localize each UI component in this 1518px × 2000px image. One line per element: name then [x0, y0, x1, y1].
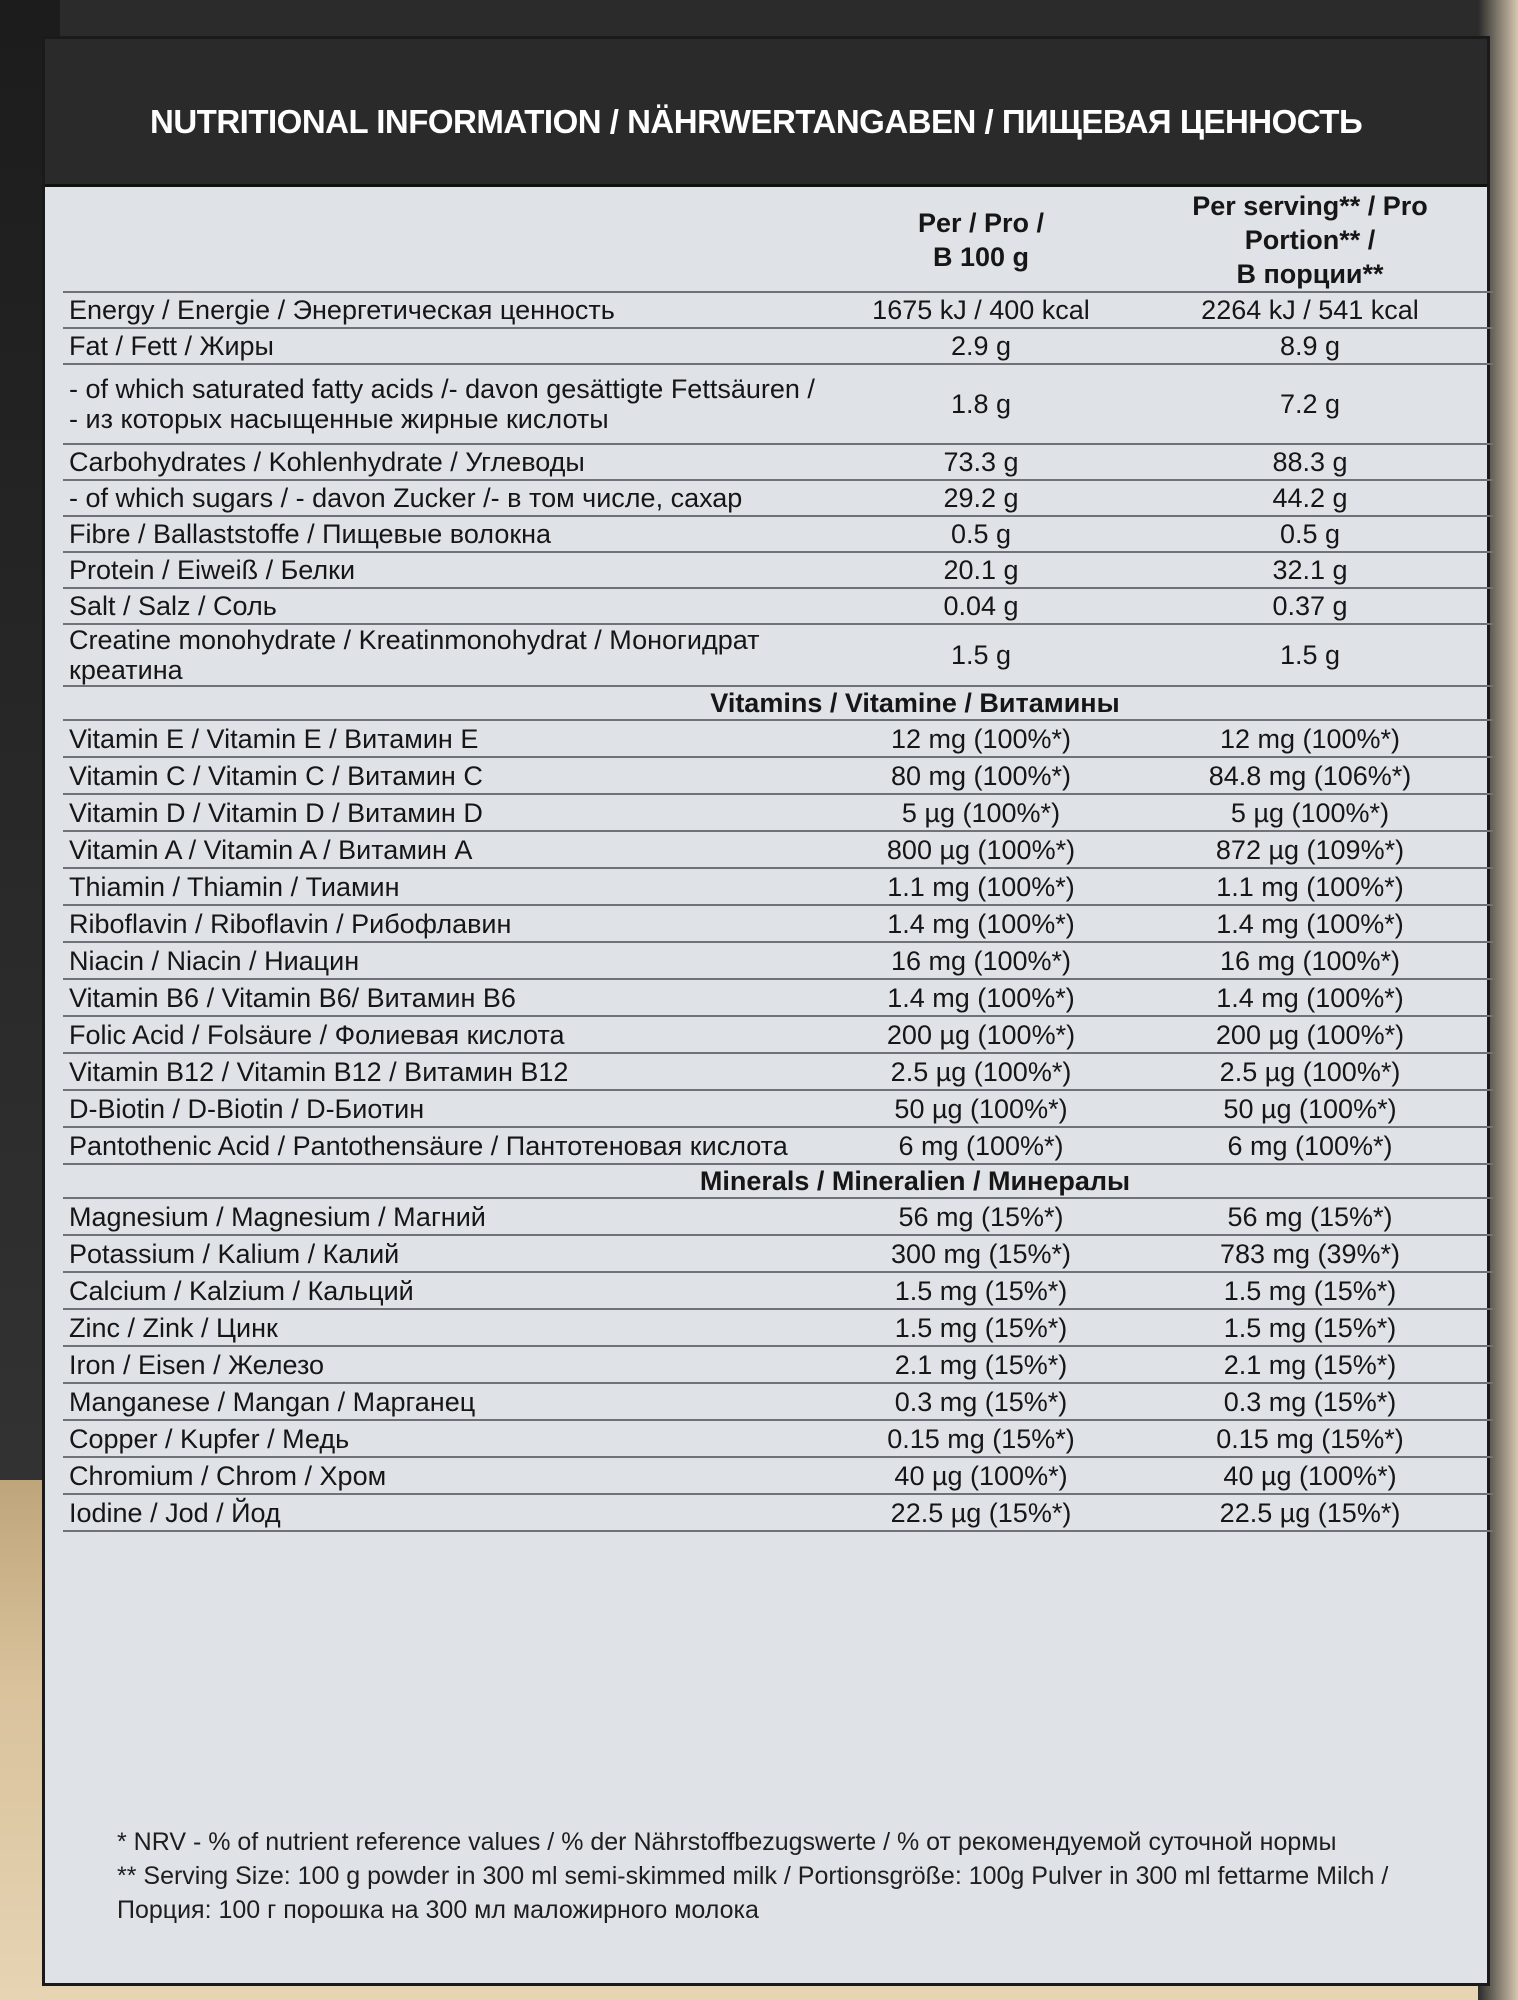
- nutrient-name: [63, 1457, 835, 1494]
- nutrient-name-text: Salt / Salz / Соль: [69, 591, 277, 621]
- nutrient-name-text: Creatine monohydrate / Kreatinmonohydrat / Моногидрат креатина: [69, 625, 760, 685]
- nutrient-name: [63, 624, 835, 686]
- value-per-serving: 50 µg (100%*): [1127, 1090, 1493, 1127]
- value-per-serving: 44.2 g: [1127, 480, 1493, 516]
- value-per-100g: 300 mg (15%*): [835, 1235, 1127, 1272]
- value-per-100g: 1.5 mg (15%*): [835, 1272, 1127, 1309]
- nutrient-name-text: Vitamin C / Vitamin C / Витамин C: [69, 760, 483, 791]
- table-row: [63, 1420, 1493, 1457]
- nutrient-name: [63, 444, 835, 480]
- vitamins-heading: Vitamins / Vitamine / Витамины: [63, 686, 1493, 720]
- table-row: [63, 1494, 1493, 1531]
- table-row: [63, 1235, 1493, 1272]
- nutrient-name: [63, 588, 835, 624]
- nutrient-name: [63, 1053, 835, 1090]
- nutrient-name: [63, 942, 835, 979]
- table-row: [63, 292, 1493, 328]
- value-per-100g: 40 µg (100%*): [835, 1457, 1127, 1494]
- value-per-serving: 5 µg (100%*): [1127, 794, 1493, 831]
- nutrient-name: [63, 868, 835, 905]
- nutrient-name-text: Iodine / Jod / Йод: [69, 1497, 281, 1528]
- nutrient-name-text: Magnesium / Magnesium / Магний: [69, 1201, 486, 1232]
- table-row: [63, 1309, 1493, 1346]
- nutrient-name: [63, 516, 835, 552]
- value-per-serving: 2.1 mg (15%*): [1127, 1346, 1493, 1383]
- nutrient-name-text: Protein / Eiweiß / Белки: [69, 555, 356, 585]
- table-row: [63, 1457, 1493, 1494]
- table-row: [63, 1127, 1493, 1164]
- value-per-serving: 12 mg (100%*): [1127, 720, 1493, 757]
- value-per-100g: 20.1 g: [835, 552, 1127, 588]
- value-per-100g: 6 mg (100%*): [835, 1127, 1127, 1164]
- header-per-100g: [835, 189, 1127, 292]
- value-per-serving: 1.1 mg (100%*): [1127, 868, 1493, 905]
- nutrient-name-text: Vitamin D / Vitamin D / Витамин D: [69, 797, 483, 828]
- value-per-serving: 0.5 g: [1127, 516, 1493, 552]
- footnote-serving-size: ** Serving Size: 100 g powder in 300 ml semi-skimmed milk / Portionsgröße: 100g Pulver in 300 ml fettarme Milch /: [117, 1862, 1389, 1890]
- nutrient-name: [63, 1127, 835, 1164]
- nutrient-name: [63, 1309, 835, 1346]
- value-per-serving: 0.15 mg (15%*): [1127, 1420, 1493, 1457]
- nutrient-name-text: Vitamin A / Vitamin A / Витамин A: [69, 834, 473, 865]
- value-per-100g: 1.5 g: [835, 624, 1127, 686]
- value-per-100g: 1675 kJ / 400 kcal: [835, 292, 1127, 328]
- nutrient-name-text: Pantothenic Acid / Pantothensäure / Пантотеновая кислота: [69, 1130, 788, 1161]
- table-row: [63, 552, 1493, 588]
- nutrient-name: [63, 364, 835, 444]
- value-per-serving: 8.9 g: [1127, 328, 1493, 364]
- minerals-heading-section: [63, 1164, 1493, 1198]
- nutrient-name-text: Fibre / Ballaststoffe / Пищевые волокна: [69, 519, 552, 549]
- value-per-serving: 84.8 mg (106%*): [1127, 757, 1493, 794]
- table-row: [63, 1346, 1493, 1383]
- table-row: [63, 328, 1493, 364]
- value-per-100g: 1.1 mg (100%*): [835, 868, 1127, 905]
- nutrient-name-text: Copper / Kupfer / Медь: [69, 1423, 350, 1454]
- nutrient-name: [63, 1090, 835, 1127]
- value-per-serving: 783 mg (39%*): [1127, 1235, 1493, 1272]
- nutrient-name: [63, 1346, 835, 1383]
- value-per-100g: 0.3 mg (15%*): [835, 1383, 1127, 1420]
- nutrient-name-text: - of which saturated fatty acids /- davon gesättigte Fettsäuren /: [69, 374, 815, 404]
- nutrient-name: [63, 1383, 835, 1420]
- nutrient-name-text: Calcium / Kalzium / Кальций: [69, 1275, 414, 1306]
- table-row: [63, 1090, 1493, 1127]
- nutrient-name-text: Vitamin E / Vitamin E / Витамин E: [69, 723, 479, 754]
- nutrient-name-text: Iron / Eisen / Железо: [69, 1349, 325, 1380]
- nutrient-name-text: Fat / Fett / Жиры: [69, 331, 274, 361]
- value-per-serving: 40 µg (100%*): [1127, 1457, 1493, 1494]
- nutrient-name: [63, 720, 835, 757]
- nutrient-name: [63, 1494, 835, 1531]
- page-title: NUTRITIONAL INFORMATION / NÄHRWERTANGABEN / ПИЩЕВАЯ ЦЕННОСТЬ: [150, 103, 1363, 140]
- nutrient-name-text: Zinc / Zink / Цинк: [69, 1312, 278, 1343]
- value-per-100g: 1.8 g: [835, 364, 1127, 444]
- vitamins-section: [63, 720, 1493, 1164]
- value-per-100g: 2.1 mg (15%*): [835, 1346, 1127, 1383]
- footnotes: [117, 1825, 1477, 1927]
- nutrition-label: [42, 36, 1490, 1986]
- nutrient-name-text: Carbohydrates / Kohlenhydrate / Углеводы: [69, 447, 585, 477]
- table-row: [63, 1053, 1493, 1090]
- table-row: [63, 516, 1493, 552]
- nutrient-name: [63, 1272, 835, 1309]
- value-per-100g: 200 µg (100%*): [835, 1016, 1127, 1053]
- value-per-serving: 32.1 g: [1127, 552, 1493, 588]
- value-per-serving: 22.5 µg (15%*): [1127, 1494, 1493, 1531]
- value-per-100g: 0.5 g: [835, 516, 1127, 552]
- header-per-100g-line1: Per / Pro /: [917, 208, 1045, 238]
- table-row: [63, 942, 1493, 979]
- table-row: [63, 588, 1493, 624]
- nutrient-name: [63, 1016, 835, 1053]
- header-per-serving: [1127, 189, 1493, 292]
- value-per-serving: 0.3 mg (15%*): [1127, 1383, 1493, 1420]
- value-per-serving: 88.3 g: [1127, 444, 1493, 480]
- table-row: [63, 868, 1493, 905]
- value-per-100g: 2.5 µg (100%*): [835, 1053, 1127, 1090]
- vitamins-heading-section: [63, 686, 1493, 720]
- nutrient-name: [63, 905, 835, 942]
- value-per-100g: 0.04 g: [835, 588, 1127, 624]
- table-row: [63, 831, 1493, 868]
- nutrition-table: [63, 189, 1493, 1532]
- macros-section: [63, 292, 1493, 686]
- title-bar: [45, 39, 1487, 187]
- value-per-serving: 6 mg (100%*): [1127, 1127, 1493, 1164]
- header-per-serving-line1: Per serving** / Pro Portion** /: [1192, 191, 1428, 255]
- value-per-serving: 2264 kJ / 541 kcal: [1127, 292, 1493, 328]
- nutrient-name-text: Thiamin / Thiamin / Тиамин: [69, 871, 400, 902]
- value-per-serving: 1.5 mg (15%*): [1127, 1272, 1493, 1309]
- value-per-serving: 872 µg (109%*): [1127, 831, 1493, 868]
- nutrient-name: [63, 480, 835, 516]
- header-blank: [63, 189, 835, 292]
- section-row: [63, 1164, 1493, 1198]
- value-per-100g: 12 mg (100%*): [835, 720, 1127, 757]
- nutrient-name-text: Folic Acid / Folsäure / Фолиевая кислота: [69, 1019, 565, 1050]
- header-per-100g-line2: В 100 g: [932, 242, 1030, 272]
- nutrient-name-text: - of which sugars / - davon Zucker /- в том числе, сахар: [69, 483, 743, 513]
- nutrient-name-text: Vitamin B12 / Vitamin B12 / Витамин B12: [69, 1056, 569, 1087]
- table-row: [63, 1198, 1493, 1235]
- value-per-100g: 1.5 mg (15%*): [835, 1309, 1127, 1346]
- value-per-serving: 16 mg (100%*): [1127, 942, 1493, 979]
- value-per-100g: 5 µg (100%*): [835, 794, 1127, 831]
- nutrient-name: [63, 979, 835, 1016]
- nutrient-name: [63, 794, 835, 831]
- value-per-100g: 0.15 mg (15%*): [835, 1420, 1127, 1457]
- nutrient-name-text: Energy / Energie / Энергетическая ценность: [69, 295, 615, 325]
- nutrient-name: [63, 1198, 835, 1235]
- nutrient-name-text: Vitamin B6 / Vitamin B6/ Витамин B6: [69, 982, 516, 1013]
- table-row: [63, 480, 1493, 516]
- minerals-section: [63, 1198, 1493, 1531]
- table-row: [63, 905, 1493, 942]
- table-row: [63, 444, 1493, 480]
- nutrient-name-text: Riboflavin / Riboflavin / Рибофлавин: [69, 908, 512, 939]
- table-row: [63, 794, 1493, 831]
- value-per-100g: 1.4 mg (100%*): [835, 905, 1127, 942]
- table-row: [63, 1272, 1493, 1309]
- nutrient-name-text: D-Biotin / D-Biotin / D-Биотин: [69, 1093, 425, 1124]
- table-header-row: [63, 189, 1493, 292]
- table-row: [63, 757, 1493, 794]
- value-per-100g: 56 mg (15%*): [835, 1198, 1127, 1235]
- value-per-100g: 800 µg (100%*): [835, 831, 1127, 868]
- table-row: [63, 720, 1493, 757]
- value-per-serving: 200 µg (100%*): [1127, 1016, 1493, 1053]
- nutrient-name-text: Chromium / Chrom / Хром: [69, 1460, 387, 1491]
- footnote-serving-size-ru: Порция: 100 г порошка на 300 мл маложирного молока: [117, 1896, 759, 1924]
- nutrient-name: [63, 831, 835, 868]
- table-row: [63, 624, 1493, 686]
- nutrient-name: [63, 1420, 835, 1457]
- value-per-serving: 1.4 mg (100%*): [1127, 905, 1493, 942]
- nutrient-name: [63, 1235, 835, 1272]
- value-per-100g: 73.3 g: [835, 444, 1127, 480]
- value-per-serving: 2.5 µg (100%*): [1127, 1053, 1493, 1090]
- value-per-100g: 1.4 mg (100%*): [835, 979, 1127, 1016]
- nutrient-name-text: Manganese / Mangan / Марганец: [69, 1386, 476, 1417]
- value-per-serving: 0.37 g: [1127, 588, 1493, 624]
- value-per-serving: 1.5 g: [1127, 624, 1493, 686]
- table-row: [63, 1383, 1493, 1420]
- value-per-serving: 1.4 mg (100%*): [1127, 979, 1493, 1016]
- value-per-100g: 29.2 g: [835, 480, 1127, 516]
- nutrient-name: [63, 328, 835, 364]
- value-per-serving: 56 mg (15%*): [1127, 1198, 1493, 1235]
- section-row: [63, 686, 1493, 720]
- nutrient-name-text: Potassium / Kalium / Калий: [69, 1238, 400, 1269]
- value-per-100g: 2.9 g: [835, 328, 1127, 364]
- value-per-serving: 7.2 g: [1127, 364, 1493, 444]
- nutrient-name-text-2: - из которых насыщенные жирные кислоты: [69, 404, 609, 434]
- nutrient-name-text: Niacin / Niacin / Ниацин: [69, 945, 360, 976]
- table-row: [63, 979, 1493, 1016]
- minerals-heading: Minerals / Mineralien / Минералы: [63, 1164, 1493, 1198]
- value-per-100g: 80 mg (100%*): [835, 757, 1127, 794]
- value-per-100g: 16 mg (100%*): [835, 942, 1127, 979]
- value-per-100g: 22.5 µg (15%*): [835, 1494, 1127, 1531]
- nutrient-name: [63, 552, 835, 588]
- value-per-100g: 50 µg (100%*): [835, 1090, 1127, 1127]
- table-row: [63, 364, 1493, 444]
- nutrient-name: [63, 757, 835, 794]
- nutrient-name: [63, 292, 835, 328]
- footnote-nrv: * NRV - % of nutrient reference values / % der Nährstoffbezugswerte / % от рекомендуемой суточной нормы: [117, 1828, 1337, 1856]
- header-per-serving-line2: В порции**: [1236, 259, 1384, 289]
- value-per-serving: 1.5 mg (15%*): [1127, 1309, 1493, 1346]
- table-row: [63, 1016, 1493, 1053]
